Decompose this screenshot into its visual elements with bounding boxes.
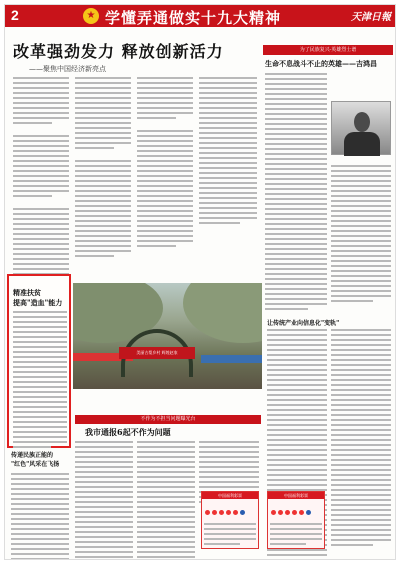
highlighted-article-title xyxy=(13,288,62,308)
right-lower-body-2 xyxy=(331,329,391,549)
lower-section-body-2 xyxy=(137,441,195,560)
article-column-1 xyxy=(13,77,69,283)
left-bottom-title xyxy=(11,451,59,469)
party-emblem-icon: ★ xyxy=(83,8,99,24)
left-bottom-title-line-2: "红色"风采在飞扬 xyxy=(11,461,60,468)
portrait-photo xyxy=(331,101,391,155)
gate-sign: 美丽古梨乡村 辉煌赵家 xyxy=(119,347,195,359)
right-lower-title: 让传统产业向信息化"变轨" xyxy=(267,320,340,327)
lower-section-title: 我市通报6起不作为问题 xyxy=(85,427,171,437)
right-article-title: 生命不息战斗不止的英雄——吉鸿昌 xyxy=(265,59,377,68)
main-headline: 改革强劲发力 释放创新活力 xyxy=(13,42,224,61)
article-column-4 xyxy=(199,77,257,227)
page-banner xyxy=(5,5,396,27)
highlighted-article-body xyxy=(13,311,67,451)
village-gate-photo xyxy=(73,283,262,389)
lottery-ad-2-header: 中国福利彩票 xyxy=(268,492,324,499)
right-article-body xyxy=(265,73,327,313)
right-section-label: 为了民族复兴·英雄烈士谱 xyxy=(263,45,393,55)
page-number: 2 xyxy=(11,7,19,23)
highlighted-title-line-1: 精准扶贫 xyxy=(13,288,41,297)
newspaper-page xyxy=(4,4,396,560)
right-article-body-2 xyxy=(331,165,391,305)
banner-title: 学懂弄通做实十九大精神 xyxy=(105,9,282,27)
lottery-ad-2 xyxy=(267,491,325,549)
left-bottom-title-line-1: 传递民族正能的 xyxy=(11,452,54,459)
highlighted-title-line-2: 提高"造血"能力 xyxy=(13,298,63,307)
newspaper-logo: 天津日報 xyxy=(351,12,391,23)
lottery-ad-1-header: 中国福利彩票 xyxy=(202,492,258,499)
article-column-3 xyxy=(137,77,193,250)
section-bar: 不作为不担当问题曝光台 xyxy=(75,415,261,424)
lottery-ad-1 xyxy=(201,491,259,549)
lower-section-body-1 xyxy=(75,441,133,560)
article-column-2 xyxy=(75,77,131,260)
left-bottom-body xyxy=(11,473,69,560)
main-subheadline: ——聚焦中国经济新亮点 xyxy=(29,65,106,73)
